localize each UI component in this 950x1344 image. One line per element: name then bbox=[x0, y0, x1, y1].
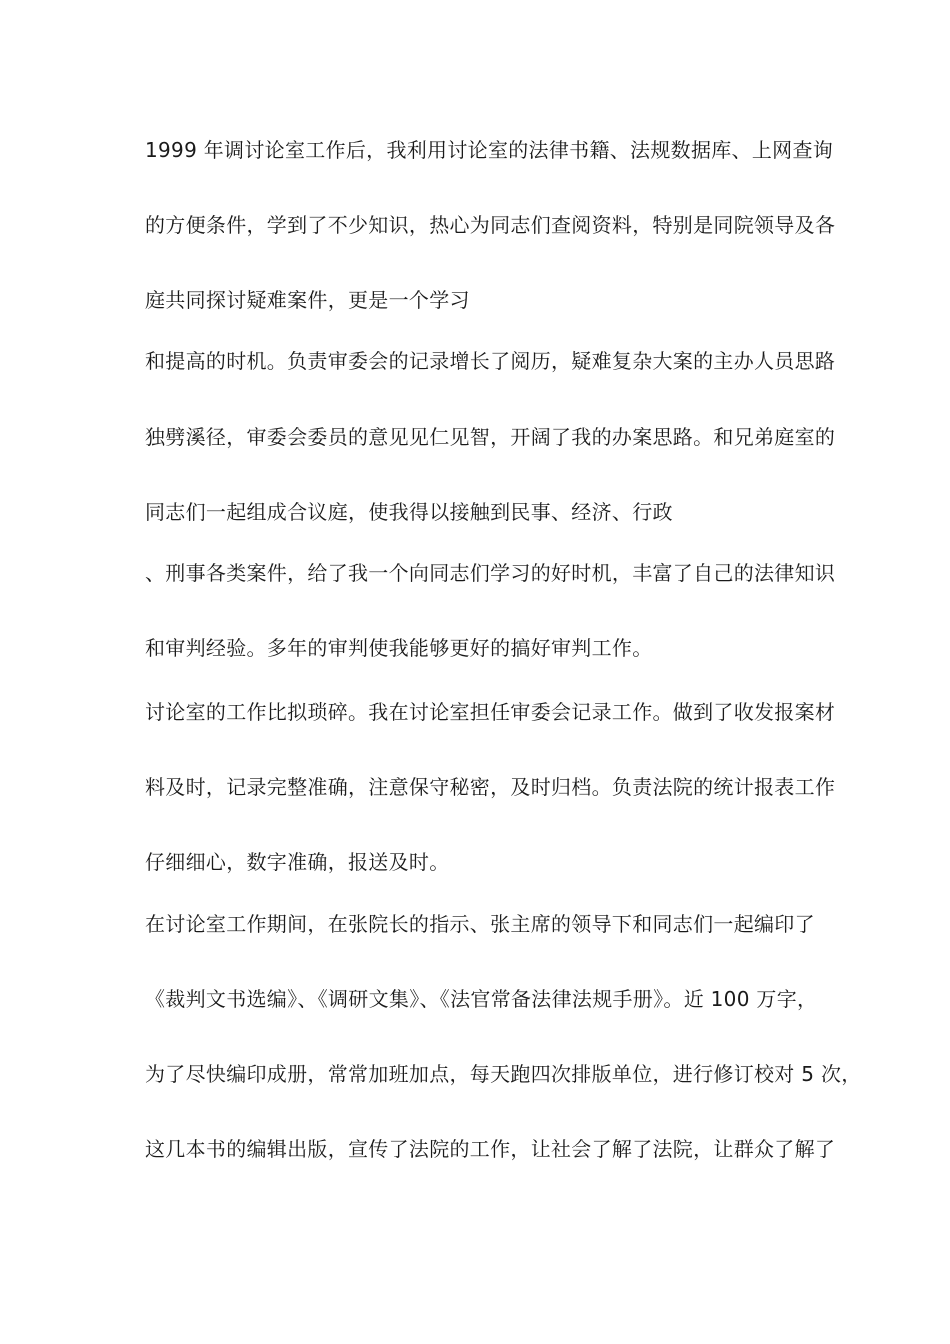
text-line: 讨论室的工作比拟琐碎。我在讨论室担任审委会记录工作。做到了收发报案材 bbox=[145, 700, 836, 724]
text-line: 为了尽快编印成册，常常加班加点，每天跑四次排版单位，进行修订校对 5 次， bbox=[145, 1062, 862, 1086]
text-line: 这几本书的编辑出版，宣传了法院的工作，让社会了解了法院，让群众了解了 bbox=[145, 1137, 836, 1161]
text-line: 料及时，记录完整准确，注意保守秘密，及时归档。负责法院的统计报表工作 bbox=[145, 775, 836, 799]
text-line: 和审判经验。多年的审判使我能够更好的搞好审判工作。 bbox=[145, 636, 653, 660]
text-line: 在讨论室工作期间，在张院长的指示、张主席的领导下和同志们一起编印了 bbox=[145, 912, 815, 936]
text-line: 、刑事各类案件，给了我一个向同志们学习的好时机，丰富了自己的法律知识 bbox=[145, 561, 836, 585]
text-line: 和提高的时机。负责审委会的记录增长了阅历，疑难复杂大案的主办人员思路 bbox=[145, 349, 836, 373]
text-line: 独劈溪径，审委会委员的意见见仁见智，开阔了我的办案思路。和兄弟庭室的 bbox=[145, 425, 836, 449]
text-line: 同志们一起组成合议庭，使我得以接触到民事、经济、行政 bbox=[145, 500, 673, 524]
text-line: 1999 年调讨论室工作后，我利用讨论室的法律书籍、法规数据库、上网查询 bbox=[145, 138, 834, 162]
text-line: 的方便条件，学到了不少知识，热心为同志们查阅资料，特别是同院领导及各 bbox=[145, 213, 836, 237]
text-line: 庭共同探讨疑难案件，更是一个学习 bbox=[145, 288, 470, 312]
text-line: 仔细细心，数字准确，报送及时。 bbox=[145, 850, 450, 874]
text-line: 《裁判文书选编》、《调研文集》、《法官常备法律法规手册》。近 100 万字， bbox=[145, 987, 818, 1011]
